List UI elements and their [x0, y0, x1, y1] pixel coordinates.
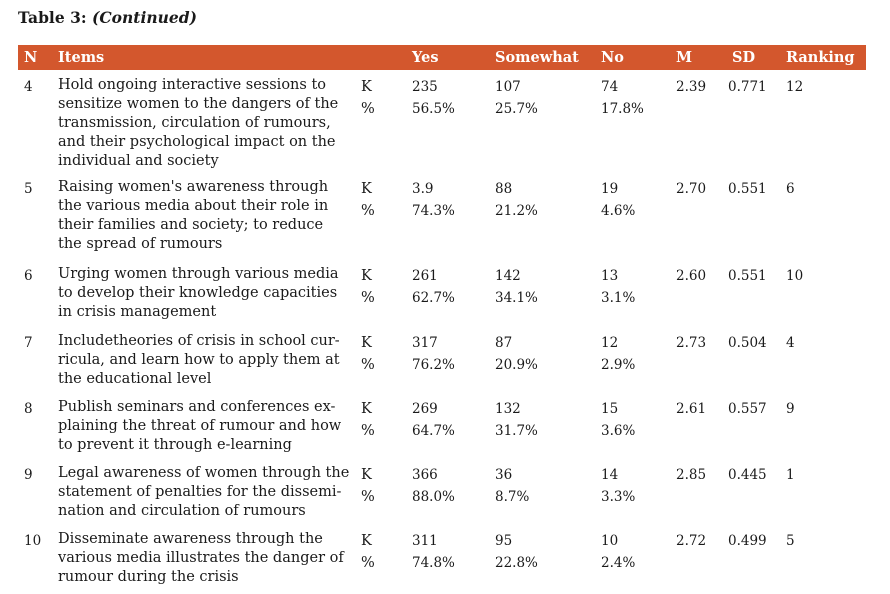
cell-n: 7 [24, 335, 33, 351]
cell-no-p: 3.6% [601, 423, 636, 439]
cell-yes-p: 74.3% [412, 203, 455, 219]
cell-k: K [361, 401, 372, 417]
cell-yes-p: 74.8% [412, 555, 455, 571]
cell-yes-k: 366 [412, 467, 438, 483]
cell-k: K [361, 467, 372, 483]
cell-yes-k: 235 [412, 79, 438, 95]
cell-k: K [361, 79, 372, 95]
cell-no-k: 10 [601, 533, 619, 549]
header-sd: SD [732, 49, 756, 66]
cell-some-p: 22.8% [495, 555, 538, 571]
cell-sd: 0.504 [728, 335, 767, 351]
cell-rank: 4 [786, 335, 795, 351]
table-body [18, 70, 866, 590]
cell-no-p: 2.4% [601, 555, 636, 571]
caption-continued: (Continued) [92, 8, 197, 27]
cell-pct: % [361, 290, 375, 306]
header-somewhat: Somewhat [495, 49, 579, 66]
row-item-text: Urging women through various media to develop their knowledge capacities in crisis management [58, 266, 339, 320]
cell-sd: 0.499 [728, 533, 767, 549]
cell-m: 2.73 [676, 335, 707, 351]
table-row [18, 458, 866, 524]
cell-n: 9 [24, 467, 33, 483]
cell-sd: 0.551 [728, 268, 767, 284]
cell-rank: 1 [786, 467, 795, 483]
header-items: Items [58, 49, 105, 66]
cell-no-k: 19 [601, 181, 619, 197]
cell-n: 5 [24, 181, 33, 197]
row-item-text: Publish seminars and conferences ex-plaining the threat of rumour and how to prevent it through e-learning [58, 399, 342, 453]
cell-m: 2.72 [676, 533, 707, 549]
data-table [18, 45, 866, 590]
row-item-text: Raising women's awareness through the various media about their role in their families and society; to reduce the spread of rumours [58, 179, 329, 252]
cell-no-p: 3.1% [601, 290, 636, 306]
cell-yes-k: 3.9 [412, 181, 434, 197]
header-no: No [601, 49, 624, 66]
cell-sd: 0.445 [728, 467, 767, 483]
cell-yes-p: 64.7% [412, 423, 455, 439]
cell-some-k: 132 [495, 401, 521, 417]
cell-m: 2.39 [676, 79, 707, 95]
caption-label: Table 3: [18, 8, 87, 27]
cell-m: 2.70 [676, 181, 707, 197]
cell-rank: 12 [786, 79, 804, 95]
table-row [18, 172, 866, 259]
cell-no-k: 74 [601, 79, 619, 95]
cell-pct: % [361, 357, 375, 373]
table-row [18, 259, 866, 326]
header-yes: Yes [412, 49, 439, 66]
table-caption [18, 8, 197, 27]
cell-n: 6 [24, 268, 33, 284]
cell-some-k: 107 [495, 79, 521, 95]
cell-k: K [361, 533, 372, 549]
cell-no-k: 13 [601, 268, 619, 284]
cell-n: 4 [24, 79, 33, 95]
cell-no-p: 3.3% [601, 489, 636, 505]
cell-some-p: 8.7% [495, 489, 530, 505]
cell-some-k: 36 [495, 467, 513, 483]
cell-some-p: 34.1% [495, 290, 538, 306]
table-row [18, 326, 866, 392]
cell-rank: 9 [786, 401, 795, 417]
cell-pct: % [361, 555, 375, 571]
cell-some-k: 142 [495, 268, 521, 284]
cell-no-p: 4.6% [601, 203, 636, 219]
cell-some-p: 25.7% [495, 101, 538, 117]
cell-sd: 0.771 [728, 79, 767, 95]
cell-yes-k: 317 [412, 335, 438, 351]
cell-n: 10 [24, 533, 42, 549]
cell-no-k: 15 [601, 401, 619, 417]
row-item-text: Legal awareness of women through the statement of penalties for the dissemi-nation and circulation of rumours [58, 465, 350, 519]
cell-k: K [361, 268, 372, 284]
row-item-text: Hold ongoing interactive sessions to sensitize women to the dangers of the transmission, circulation of rumours, and their psychological impact on the individual and society [58, 77, 339, 169]
cell-some-p: 20.9% [495, 357, 538, 373]
cell-rank: 6 [786, 181, 795, 197]
cell-yes-p: 56.5% [412, 101, 455, 117]
cell-yes-k: 261 [412, 268, 438, 284]
cell-some-k: 95 [495, 533, 513, 549]
header-m: M [676, 49, 693, 66]
cell-m: 2.60 [676, 268, 707, 284]
cell-yes-p: 62.7% [412, 290, 455, 306]
cell-pct: % [361, 203, 375, 219]
header-n: N [24, 49, 38, 66]
table-row [18, 524, 866, 590]
row-item-text: Disseminate awareness through the various media illustrates the danger of rumour during the crisis [58, 531, 344, 585]
table-row [18, 70, 866, 172]
cell-no-k: 12 [601, 335, 619, 351]
cell-sd: 0.551 [728, 181, 767, 197]
cell-k: K [361, 181, 372, 197]
table-row [18, 392, 866, 458]
cell-some-p: 21.2% [495, 203, 538, 219]
cell-sd: 0.557 [728, 401, 767, 417]
cell-k: K [361, 335, 372, 351]
cell-pct: % [361, 101, 375, 117]
header-ranking: Ranking [786, 49, 855, 66]
table-header [18, 45, 866, 70]
cell-m: 2.85 [676, 467, 707, 483]
cell-yes-p: 88.0% [412, 489, 455, 505]
cell-yes-p: 76.2% [412, 357, 455, 373]
cell-rank: 5 [786, 533, 795, 549]
cell-no-k: 14 [601, 467, 619, 483]
cell-n: 8 [24, 401, 33, 417]
cell-yes-k: 311 [412, 533, 438, 549]
row-item-text: Includetheories of crisis in school cur-ricula, and learn how to apply them at the educational level [58, 333, 340, 387]
cell-some-k: 87 [495, 335, 513, 351]
cell-rank: 10 [786, 268, 804, 284]
cell-pct: % [361, 489, 375, 505]
cell-some-p: 31.7% [495, 423, 538, 439]
cell-yes-k: 269 [412, 401, 438, 417]
cell-some-k: 88 [495, 181, 513, 197]
cell-no-p: 17.8% [601, 101, 644, 117]
cell-m: 2.61 [676, 401, 707, 417]
cell-pct: % [361, 423, 375, 439]
cell-no-p: 2.9% [601, 357, 636, 373]
